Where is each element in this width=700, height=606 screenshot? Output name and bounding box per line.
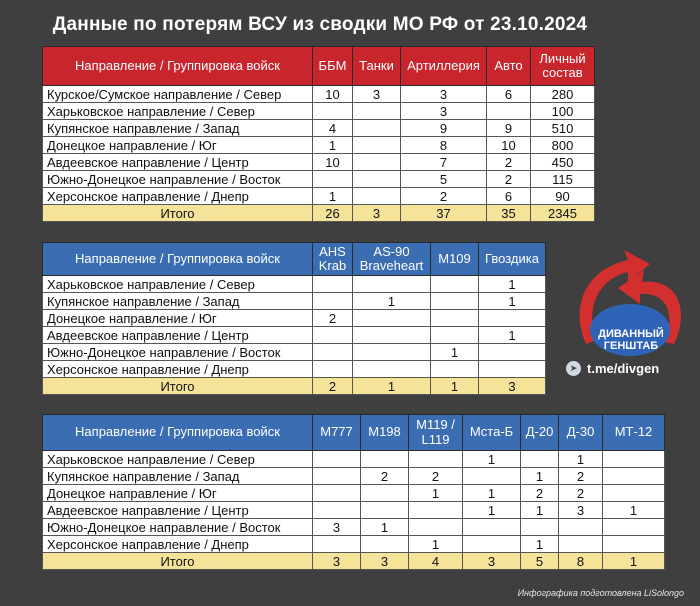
value-cell: 1	[409, 536, 463, 553]
direction-cell: Донецкое направление / Юг	[43, 310, 313, 327]
value-cell	[603, 519, 665, 536]
value-cell	[313, 171, 353, 188]
table-row	[43, 137, 595, 154]
value-cell	[313, 327, 353, 344]
direction-cell: Херсонское направление / Днепр	[43, 361, 313, 378]
header-d20: Д-20	[521, 415, 559, 451]
value-cell	[313, 103, 353, 120]
value-cell: 10	[313, 154, 353, 171]
value-cell	[603, 451, 665, 468]
table-row	[43, 171, 595, 188]
value-cell: 26	[313, 205, 353, 222]
value-cell: 2	[487, 171, 531, 188]
header-direction: Направление / Группировка войск	[43, 243, 313, 276]
direction-cell: Харьковское направление / Север	[43, 276, 313, 293]
header-m777: M777	[313, 415, 361, 451]
value-cell	[313, 468, 361, 485]
value-cell: 3	[401, 86, 487, 103]
value-cell	[463, 468, 521, 485]
value-cell	[479, 310, 546, 327]
value-cell: 35	[487, 205, 531, 222]
value-cell: 1	[463, 485, 521, 502]
value-cell: 2	[361, 468, 409, 485]
header-auto: Авто	[487, 47, 531, 86]
value-cell: 2	[559, 468, 603, 485]
value-cell: 2	[559, 485, 603, 502]
value-cell	[313, 361, 353, 378]
direction-cell: Авдеевское направление / Центр	[43, 327, 313, 344]
direction-cell: Южно-Донецкое направление / Восток	[43, 344, 313, 361]
value-cell	[353, 171, 401, 188]
value-cell: 2345	[531, 205, 595, 222]
value-cell	[487, 103, 531, 120]
table-row	[43, 485, 665, 502]
direction-cell: Южно-Донецкое направление / Восток	[43, 519, 313, 536]
page-title: Данные по потерям ВСУ из сводки МО РФ от 23.10.2024	[52, 14, 588, 35]
table-row	[43, 293, 546, 310]
header-m119: M119 / L119	[409, 415, 463, 451]
value-cell	[353, 120, 401, 137]
value-cell: 3	[353, 86, 401, 103]
value-cell: 1	[521, 502, 559, 519]
header-tanks: Танки	[353, 47, 401, 86]
value-cell: 1	[463, 502, 521, 519]
value-cell: 1	[431, 378, 479, 395]
total-label: Итого	[43, 205, 313, 222]
total-row	[43, 553, 665, 570]
value-cell	[313, 502, 361, 519]
value-cell	[603, 536, 665, 553]
value-cell: 1	[521, 468, 559, 485]
value-cell	[353, 310, 431, 327]
direction-cell: Купянское направление / Запад	[43, 120, 313, 137]
losses-table-body	[43, 86, 595, 222]
value-cell: 2	[313, 310, 353, 327]
header-as90: AS-90 Braveheart	[353, 243, 431, 276]
value-cell	[353, 276, 431, 293]
value-cell	[361, 485, 409, 502]
table-row	[43, 310, 546, 327]
direction-cell: Донецкое направление / Юг	[43, 137, 313, 154]
value-cell: 1	[463, 451, 521, 468]
value-cell: 510	[531, 120, 595, 137]
direction-cell: Южно-Донецкое направление / Восток	[43, 171, 313, 188]
artillery-table-1-body	[43, 276, 546, 395]
value-cell	[353, 103, 401, 120]
value-cell	[521, 451, 559, 468]
value-cell: 1	[479, 276, 546, 293]
header-m109: M109	[431, 243, 479, 276]
direction-cell: Харьковское направление / Север	[43, 451, 313, 468]
total-label: Итого	[43, 378, 313, 395]
value-cell	[603, 468, 665, 485]
value-cell: 1	[313, 188, 353, 205]
value-cell: 1	[353, 378, 431, 395]
value-cell: 9	[401, 120, 487, 137]
value-cell: 9	[487, 120, 531, 137]
value-cell: 4	[313, 120, 353, 137]
value-cell	[463, 536, 521, 553]
artillery-table-2-body	[43, 451, 665, 570]
direction-cell: Купянское направление / Запад	[43, 293, 313, 310]
value-cell: 1	[521, 536, 559, 553]
direction-cell: Авдеевское направление / Центр	[43, 502, 313, 519]
header-mt12: МТ-12	[603, 415, 665, 451]
value-cell: 1	[313, 137, 353, 154]
value-cell: 115	[531, 171, 595, 188]
value-cell: 3	[401, 103, 487, 120]
value-cell: 2	[487, 154, 531, 171]
value-cell: 8	[401, 137, 487, 154]
value-cell: 1	[603, 502, 665, 519]
value-cell: 1	[603, 553, 665, 570]
value-cell	[313, 485, 361, 502]
value-cell	[431, 293, 479, 310]
value-cell: 800	[531, 137, 595, 154]
value-cell	[353, 188, 401, 205]
value-cell	[479, 344, 546, 361]
table-row	[43, 536, 665, 553]
header-m198: M198	[361, 415, 409, 451]
value-cell	[559, 536, 603, 553]
value-cell: 2	[401, 188, 487, 205]
value-cell: 10	[487, 137, 531, 154]
value-cell: 3	[559, 502, 603, 519]
losses-table	[42, 46, 595, 222]
header-artillery: Артиллерия	[401, 47, 487, 86]
value-cell: 2	[521, 485, 559, 502]
direction-cell: Донецкое направление / Юг	[43, 485, 313, 502]
value-cell: 1	[353, 293, 431, 310]
table-row	[43, 103, 595, 120]
value-cell	[353, 154, 401, 171]
artillery-table-2	[42, 414, 665, 570]
value-cell	[603, 485, 665, 502]
table-row	[43, 451, 665, 468]
telegram-link-text: t.me/divgen	[587, 361, 660, 376]
telegram-icon: ➤	[566, 361, 581, 376]
value-cell	[431, 310, 479, 327]
total-row	[43, 378, 546, 395]
header-gvozdika: Гвоздика	[479, 243, 546, 276]
header-direction: Направление / Группировка войск	[43, 47, 313, 86]
value-cell: 280	[531, 86, 595, 103]
value-cell: 1	[559, 451, 603, 468]
value-cell	[313, 451, 361, 468]
value-cell	[361, 451, 409, 468]
total-row	[43, 205, 595, 222]
value-cell: 1	[479, 327, 546, 344]
value-cell: 1	[409, 485, 463, 502]
value-cell	[353, 361, 431, 378]
table-row	[43, 120, 595, 137]
value-cell: 100	[531, 103, 595, 120]
value-cell	[313, 293, 353, 310]
value-cell	[409, 451, 463, 468]
value-cell	[353, 344, 431, 361]
value-cell	[431, 361, 479, 378]
value-cell: 3	[361, 553, 409, 570]
value-cell	[313, 536, 361, 553]
value-cell	[353, 137, 401, 154]
value-cell: 3	[313, 553, 361, 570]
value-cell: 3	[479, 378, 546, 395]
value-cell: 7	[401, 154, 487, 171]
logo-line1: ДИВАННЫЙ	[598, 328, 664, 340]
value-cell: 10	[313, 86, 353, 103]
value-cell: 1	[361, 519, 409, 536]
value-cell	[431, 276, 479, 293]
table-row	[43, 502, 665, 519]
telegram-link[interactable]	[566, 361, 659, 376]
value-cell	[353, 327, 431, 344]
direction-cell: Харьковское направление / Север	[43, 103, 313, 120]
value-cell	[313, 276, 353, 293]
direction-cell: Купянское направление / Запад	[43, 468, 313, 485]
value-cell	[313, 344, 353, 361]
value-cell: 3	[313, 519, 361, 536]
logo-title	[596, 328, 666, 352]
value-cell: 1	[479, 293, 546, 310]
value-cell: 5	[521, 553, 559, 570]
value-cell: 4	[409, 553, 463, 570]
value-cell: 3	[463, 553, 521, 570]
header-bbm: ББМ	[313, 47, 353, 86]
header-personnel: Личный состав	[531, 47, 595, 86]
total-label: Итого	[43, 553, 313, 570]
value-cell: 450	[531, 154, 595, 171]
value-cell	[409, 502, 463, 519]
value-cell	[361, 536, 409, 553]
table-row	[43, 188, 595, 205]
credit-text: Инфографика подготовлена LiSolongo	[517, 588, 684, 598]
value-cell	[559, 519, 603, 536]
table-row	[43, 344, 546, 361]
direction-cell: Херсонское направление / Днепр	[43, 536, 313, 553]
value-cell: 5	[401, 171, 487, 188]
value-cell: 2	[409, 468, 463, 485]
direction-cell: Авдеевское направление / Центр	[43, 154, 313, 171]
direction-cell: Херсонское направление / Днепр	[43, 188, 313, 205]
value-cell: 90	[531, 188, 595, 205]
value-cell: 2	[313, 378, 353, 395]
header-ahs-krab: AHS Krab	[313, 243, 353, 276]
value-cell	[463, 519, 521, 536]
value-cell	[409, 519, 463, 536]
header-d30: Д-30	[559, 415, 603, 451]
value-cell: 6	[487, 86, 531, 103]
value-cell: 37	[401, 205, 487, 222]
table-row	[43, 86, 595, 103]
header-direction: Направление / Группировка войск	[43, 415, 313, 451]
value-cell	[521, 519, 559, 536]
table-row	[43, 154, 595, 171]
value-cell: 8	[559, 553, 603, 570]
header-msta-b: Мста-Б	[463, 415, 521, 451]
table-row	[43, 276, 546, 293]
value-cell	[431, 327, 479, 344]
logo-line2: ГЕНШТАБ	[603, 340, 659, 352]
value-cell	[361, 502, 409, 519]
value-cell: 6	[487, 188, 531, 205]
direction-cell: Курское/Сумское направление / Север	[43, 86, 313, 103]
table-row	[43, 519, 665, 536]
value-cell	[479, 361, 546, 378]
table-row	[43, 361, 546, 378]
table-row	[43, 327, 546, 344]
artillery-table-1	[42, 242, 546, 395]
value-cell: 1	[431, 344, 479, 361]
table-row	[43, 468, 665, 485]
value-cell: 3	[353, 205, 401, 222]
